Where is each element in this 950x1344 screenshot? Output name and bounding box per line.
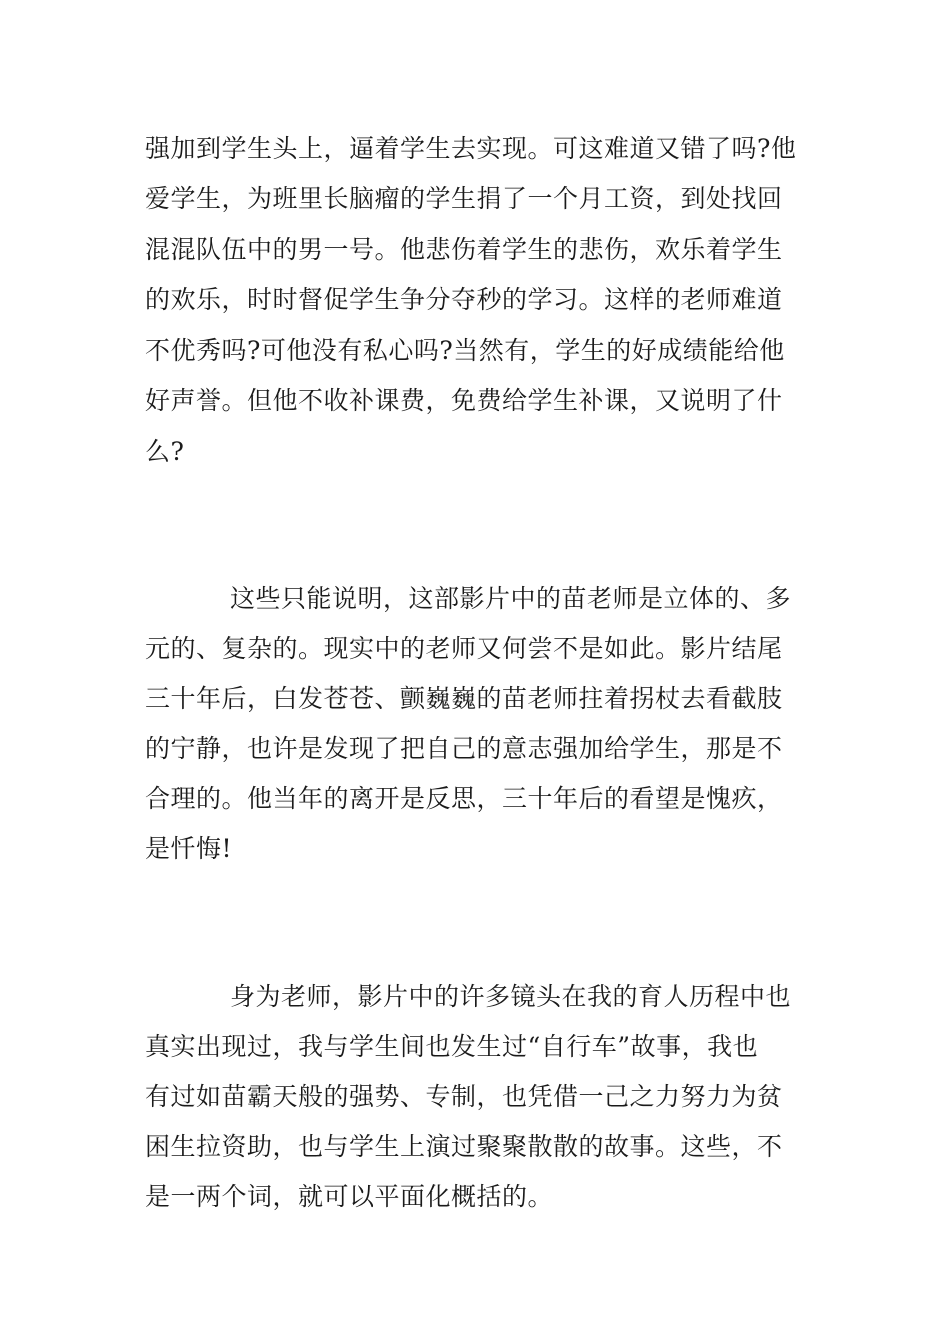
paragraph-line: 是忏悔! <box>145 834 233 863</box>
paragraph-line: 混混队伍中的男一号。他悲伤着学生的悲伤，欢乐着学生 <box>145 235 783 264</box>
paragraph-line: 真实出现过，我与学生间也发生过“自行车”故事，我也 <box>145 1032 759 1061</box>
paragraph-line: 么? <box>145 437 185 466</box>
paragraph-line: 困生拉资助，也与学生上演过聚聚散散的故事。这些，不 <box>145 1132 783 1161</box>
paragraph-line: 是一两个词，就可以平面化概括的。 <box>145 1182 554 1211</box>
paragraph-line: 的宁静，也许是发现了把自己的意志强加给学生，那是不 <box>145 734 783 763</box>
paragraph-line: 元的、复杂的。现实中的老师又何尝不是如此。影片结尾 <box>145 634 783 663</box>
paragraph-line: 不优秀吗?可他没有私心吗?当然有，学生的好成绩能给他 <box>145 336 785 365</box>
paragraph-line: 这些只能说明，这部影片中的苗老师是立体的、多 <box>230 584 792 613</box>
paragraph-line: 的欢乐，时时督促学生争分夺秒的学习。这样的老师难道 <box>145 285 783 314</box>
paragraph-line: 强加到学生头上，逼着学生去实现。可这难道又错了吗?他 <box>145 134 797 163</box>
paragraph-line: 身为老师，影片中的许多镜头在我的育人历程中也 <box>230 982 792 1011</box>
paragraph-line: 爱学生，为班里长脑瘤的学生捐了一个月工资，到处找回 <box>145 184 783 213</box>
paragraph-line: 好声誉。但他不收补课费，免费给学生补课，又说明了什 <box>145 386 783 415</box>
paragraph-line: 有过如苗霸天般的强势、专制，也凭借一己之力努力为贫 <box>145 1082 783 1111</box>
paragraph-line: 三十年后，白发苍苍、颤巍巍的苗老师拄着拐杖去看截肢 <box>145 684 783 713</box>
paragraph-line: 合理的。他当年的离开是反思，三十年后的看望是愧疚， <box>145 784 783 813</box>
